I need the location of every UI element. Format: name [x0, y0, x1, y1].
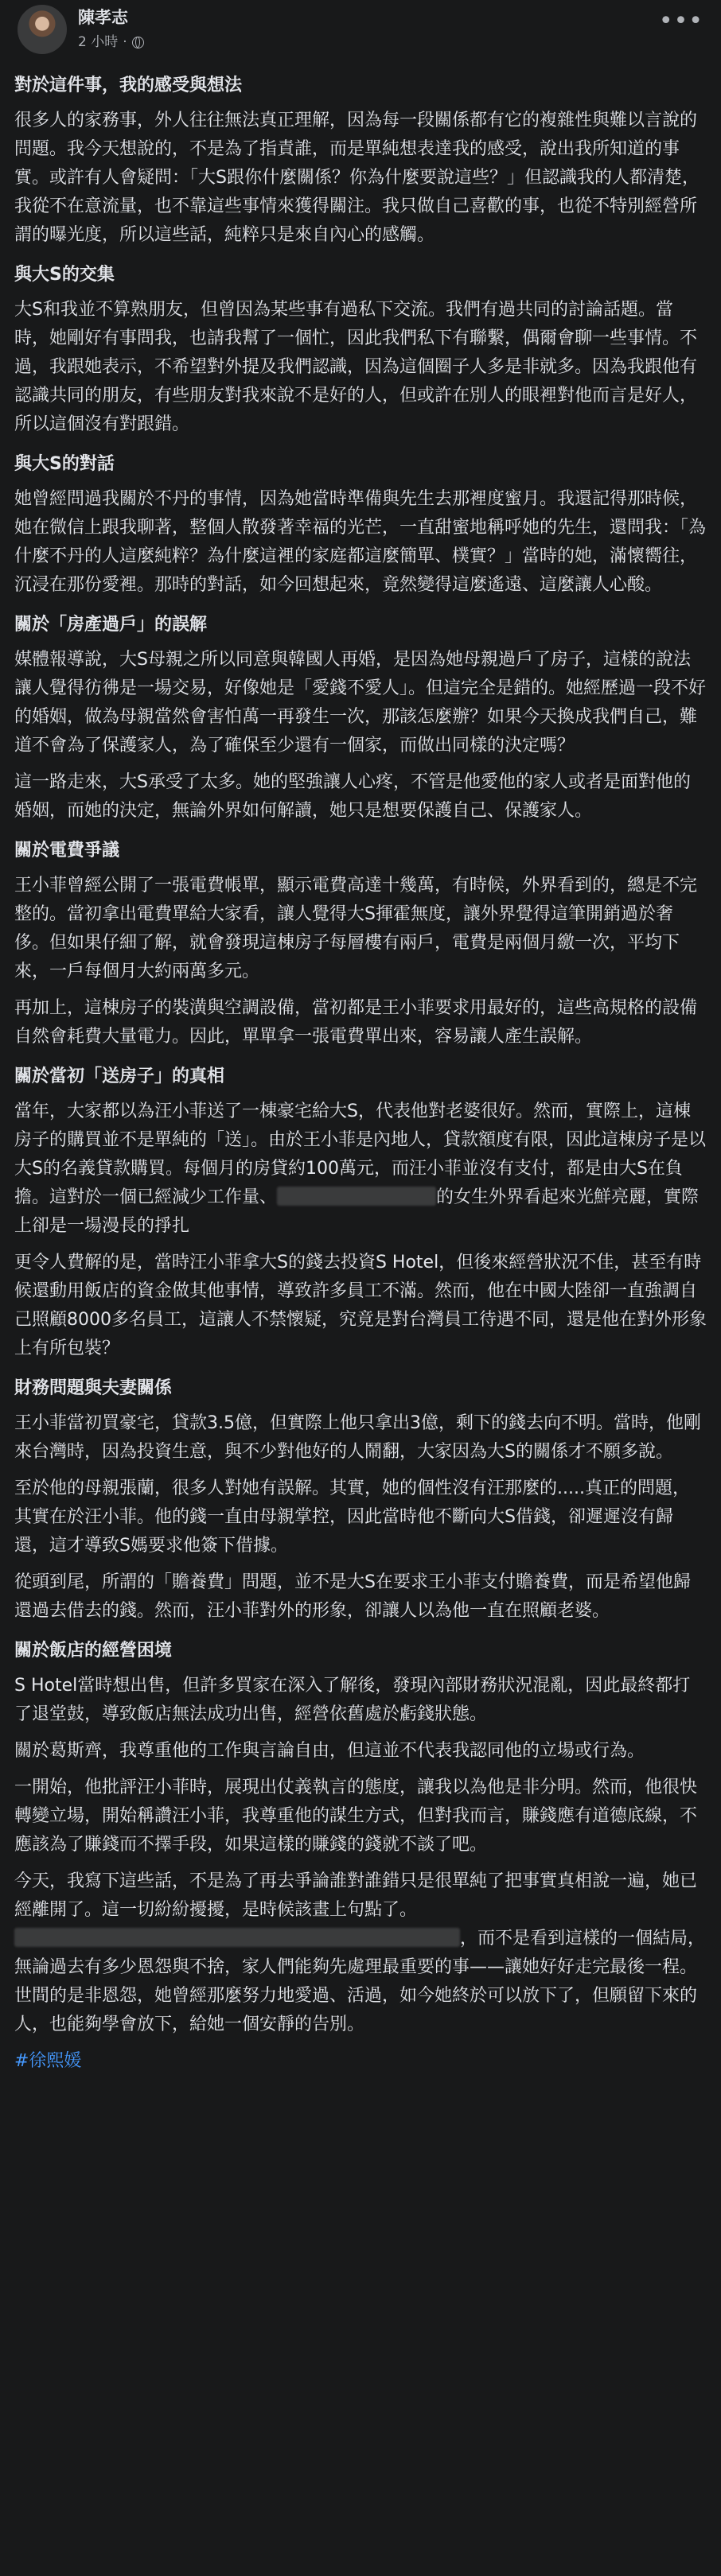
- post-time[interactable]: 2 小時: [78, 34, 119, 50]
- section-heading: 關於飯店的經營困境: [14, 1641, 173, 1661]
- paragraph: 王小菲曾經公開了一張電費帳單，顯示電費高達十幾萬，有時候，外界看到的，總是不完整的。當初拿出電費單給大家看，讓人覺得大S揮霍無度，讓外界覺得這筆開銷過於奢侈。但如果仔細了解，就會發現這棟房子每層樓有兩戶，電費是兩個月繳一次，平均下來，一戶每個月大約兩萬多元。: [14, 876, 698, 981]
- paragraph: 從頭到尾，所謂的「贍養費」問題，並不是大S在要求王小菲支付贍養費，而是希望他歸還過去借去的錢。然而，汪小菲對外的形象，卻讓人以為他一直在照顧老婆。: [14, 1572, 691, 1621]
- section-heading: 關於電費爭議: [14, 841, 120, 861]
- section-heading: 關於當初「送房子」的真相: [14, 1067, 225, 1086]
- post-body: [14, 72, 707, 2039]
- section-heading: 關於「房產過戶」的誤解: [14, 615, 208, 635]
- paragraph: 這一路走來，大S承受了太多。她的堅強讓人心疼，不管是他愛他的家人或者是面對他的婚姻，而她的決定，無論外界如何解讀，她只是想要保護自己、保護家人。: [14, 772, 691, 821]
- section-heading: 與大S的交集: [14, 265, 115, 285]
- post-header: [14, 0, 707, 60]
- paragraph: 王小菲當初買豪宅，貸款3.5億，但實際上他只拿出3億，剩下的錢去向不明。當時，他剛來台灣時，因為投資生意，與不少對他好的人鬧翻，大家因為大S的關係才不願多說。: [14, 1413, 701, 1462]
- redacted-text: [277, 1187, 436, 1206]
- paragraph: S Hotel當時想出售，但許多買家在深入了解後，發現內部財務狀況混亂，因此最終都打了退堂鼓，導致飯店無法成功出售，經營依舊處於虧錢狀態。: [14, 1676, 691, 1724]
- paragraph: 很多人的家務事，外人往往無法真正理解，因為每一段關係都有它的複雜性與難以言說的問題。我今天想說的，不是為了指責誰，而是單純想表達我的感受，說出我所知道的事實。或許有人會疑問：「大S跟你什麼關係？你為什麼要說這些？」但認識我的人都清楚，我從不在意流量，也不靠這些事情來獲得關注。我只做自己喜歡的事，也從不特別經營所謂的曝光度，所以這些話，純粹只是來自內心的感觸。: [14, 111, 700, 245]
- paragraph: 至於他的母親張蘭，很多人對她有誤解。其實，她的個性沒有汪那麼的.....真正的問題，其實在於汪小菲。他的錢一直由母親掌控，因此當時他不斷向大S借錢，卻遲遲沒有歸還，這才導致S媽要求他簽下借據。: [14, 1478, 690, 1556]
- paragraph: 媒體報導說，大S母親之所以同意與韓國人再婚，是因為她母親過戶了房子，這樣的說法讓人覺得彷彿是一場交易，好像她是「愛錢不愛人」。但這完全是錯的。她經歷過一段不好的婚姻，做為母親當然會害怕萬一再發生一次，那該怎麼辦？如果今天換成我們自己，難道不會為了保護家人，為了確保至少還有一個家，而做出同樣的決定嗎？: [14, 650, 707, 756]
- section-heading: 對於這件事，我的感受與想法: [14, 76, 243, 95]
- author-name[interactable]: 陳孝志: [78, 8, 128, 27]
- author-avatar[interactable]: [18, 5, 67, 54]
- hashtag-link[interactable]: #徐熙媛: [14, 2051, 82, 2071]
- post-meta: [78, 30, 144, 50]
- paragraph: 再加上，這棟房子的裝潢與空調設備，當初都是王小菲要求用最好的，這些高規格的設備自然會耗費大量電力。因此，單單拿一張電費單出來，容易讓人產生誤解。: [14, 998, 698, 1047]
- redacted-text: [14, 1928, 460, 1947]
- paragraph: 關於葛斯齊，我尊重他的工作與言論自由，但這並不代表我認同他的立場或行為。: [14, 1741, 645, 1761]
- paragraph: 一開始，他批評汪小菲時，展現出仗義執言的態度，讓我以為他是非分明。然而，他很快轉變立場，開始稱讚汪小菲，我尊重他的謀生方式，但對我而言，賺錢應有道德底線，不應該為了賺錢而不擇手段，如果這樣的賺錢的錢就不談了吧。: [14, 1778, 698, 1855]
- section-heading: 財務問題與夫妻關係: [14, 1378, 173, 1398]
- meta-separator: ·: [123, 34, 127, 50]
- section-heading: 與大S的對話: [14, 454, 115, 474]
- more-horizontal-icon[interactable]: •••: [658, 7, 703, 35]
- paragraph: 今天，我寫下這些話，不是為了再去爭論誰對誰錯只是很單純了把事實真相說一遍，她已經離開了。這一切紛紛擾擾，是時候該畫上句點了。，而不是看到這樣的一個結局，無論過去有多少恩怨與不捨，家人們能夠先處理最重要的事——讓她好好走完最後一程。世間的是非恩怨，她曾經那麼努力地愛過、活過，如今她終於可以放下了，但願留下來的人，也能夠學會放下，給她一個安靜的告別。: [14, 1871, 706, 2034]
- paragraph: 大S和我並不算熟朋友，但曾因為某些事有過私下交流。我們有過共同的討論話題。當時，她剛好有事問我，也請我幫了一個忙，因此我們私下有聯繫，偶爾會聊一些事情。不過，我跟她表示，不希望對外提及我們認識，因為這個圈子人多是非就多。因為我跟他有認識共同的朋友，有些朋友對我來說不是好的人，但或許在別人的眼裡對他而言是好人，所以這個沒有對跟錯。: [14, 300, 698, 434]
- paragraph: 更令人費解的是，當時汪小菲拿大S的錢去投資S Hotel，但後來經營狀況不佳，甚至有時候還動用飯店的資金做其他事情，導致許多員工不滿。然而，他在中國大陸卻一直強調自己照顧8000多名員工，這讓人不禁懷疑，究竟是對台灣員工待遇不同，還是他在對外形象上有所包裝？: [14, 1253, 707, 1358]
- paragraph: 她曾經問過我關於不丹的事情，因為她當時準備與先生去那裡度蜜月。我還記得那時候，她在微信上跟我聊著，整個人散發著幸福的光芒，一直甜蜜地稱呼她的先生，還問我：「為什麼不丹的人這麼純粹？為什麼這裡的家庭都這麼簡單、樸實？」當時的她，滿懷嚮往，沉浸在那份愛裡。那時的對話，如今回想起來，竟然變得這麼遙遠、這麼讓人心酸。: [14, 489, 707, 595]
- globe-icon[interactable]: [132, 37, 144, 49]
- paragraph: 當年，大家都以為汪小菲送了一棟豪宅給大S，代表他對老婆很好。然而，實際上，這棟房子的購買並不是單純的「送」。由於王小菲是內地人，貸款額度有限，因此這棟房子是以大S的名義貸款購買。每個月的房貸約100萬元，而汪小菲並沒有支付，都是由大S在負擔。這對於一個已經減少工作量、 的女生外界看起來光鮮亮麗，實際上卻是一場漫長的掙扎: [14, 1102, 707, 1236]
